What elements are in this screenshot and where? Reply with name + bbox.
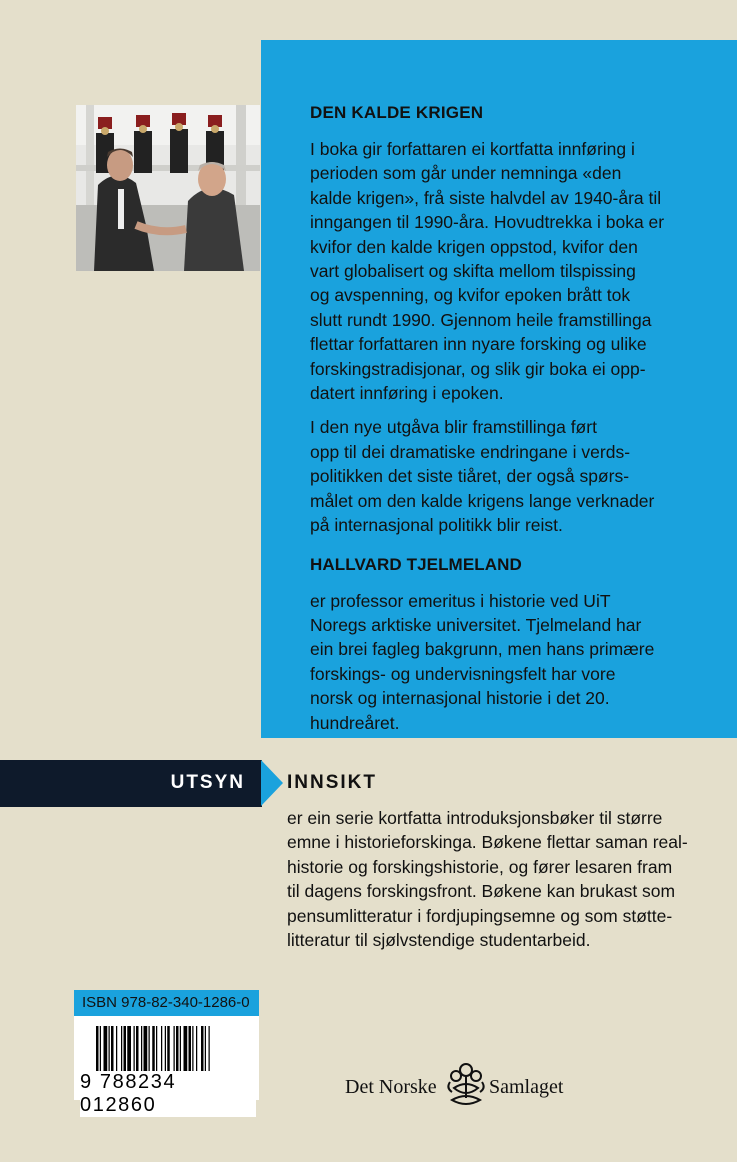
series-arrow-icon bbox=[261, 760, 283, 806]
blurb-paragraph-2: I den nye utgåva blir framstillinga ført opp til dei dramatiske endringane i verds- politikken det siste tiåret, der også spørs- målet om den kalde krigens lange verknader på internasjonal politikk blir reist. bbox=[310, 417, 655, 536]
series-name: INNSIKT bbox=[287, 772, 377, 793]
book-title: DEN KALDE KRIGEN bbox=[310, 103, 484, 122]
series-label-bar bbox=[0, 760, 262, 807]
author-name: HALLVARD TJELMELAND bbox=[310, 554, 522, 574]
photo-illustration bbox=[76, 105, 260, 271]
blurb-paragraph-1: I boka gir forfattaren ei kortfatta innføring i perioden som går under nemninga «den kalde krigen», frå siste halvdel av 1940-åra til inngangen til 1990-åra. Hovudtrekka i boka er kvifor den kalde krigen oppstod, kvifor den vart globalisert og skifta mellom tilspissing og avspenning, og kvifor epoken brått tok slutt rundt 1990. Gjennom heile framstillinga flettar forfattaren inn nyare forsking og ulike forskingstradisjonar, og slik gir boka ei opp- datert innføring i epoken. bbox=[310, 139, 665, 404]
publisher-name-left: Det Norske bbox=[345, 1076, 437, 1098]
publisher-name-right: Samlaget bbox=[489, 1076, 564, 1098]
barcode bbox=[74, 1016, 259, 1116]
blurb-content bbox=[310, 103, 720, 735]
blurb-panel bbox=[261, 40, 737, 738]
series-description: er ein serie kortfatta introduksjonsbøker til større emne i historieforskinga. Bøkene flettar saman real- historie og forskingshistorie, og fører lesaren fram til dagens forskingsfront. Bøkene kan brukast som pensumlitteratur i fordjupingsemne og som støtte- litteratur til sjølvstendige studentarbeid. bbox=[287, 808, 688, 951]
barcode-digits: 9 788234 012860 bbox=[80, 1071, 256, 1117]
series-label: UTSYN bbox=[170, 772, 245, 793]
author-bio: er professor emeritus i historie ved UiT Noregs arktiske universitet. Tjelmeland har ein brei fagleg bakgrunn, men hans primære forskings- og undervisningsfelt har vore norsk og internasjonal historie i det 20. hundreåret. bbox=[310, 590, 655, 733]
tree-knot-logo-icon bbox=[444, 1058, 488, 1115]
isbn-label: ISBN 978-82-340-1286-0 bbox=[74, 990, 259, 1016]
cover-photo-handshake bbox=[76, 105, 260, 271]
publisher-logo bbox=[345, 1066, 571, 1106]
